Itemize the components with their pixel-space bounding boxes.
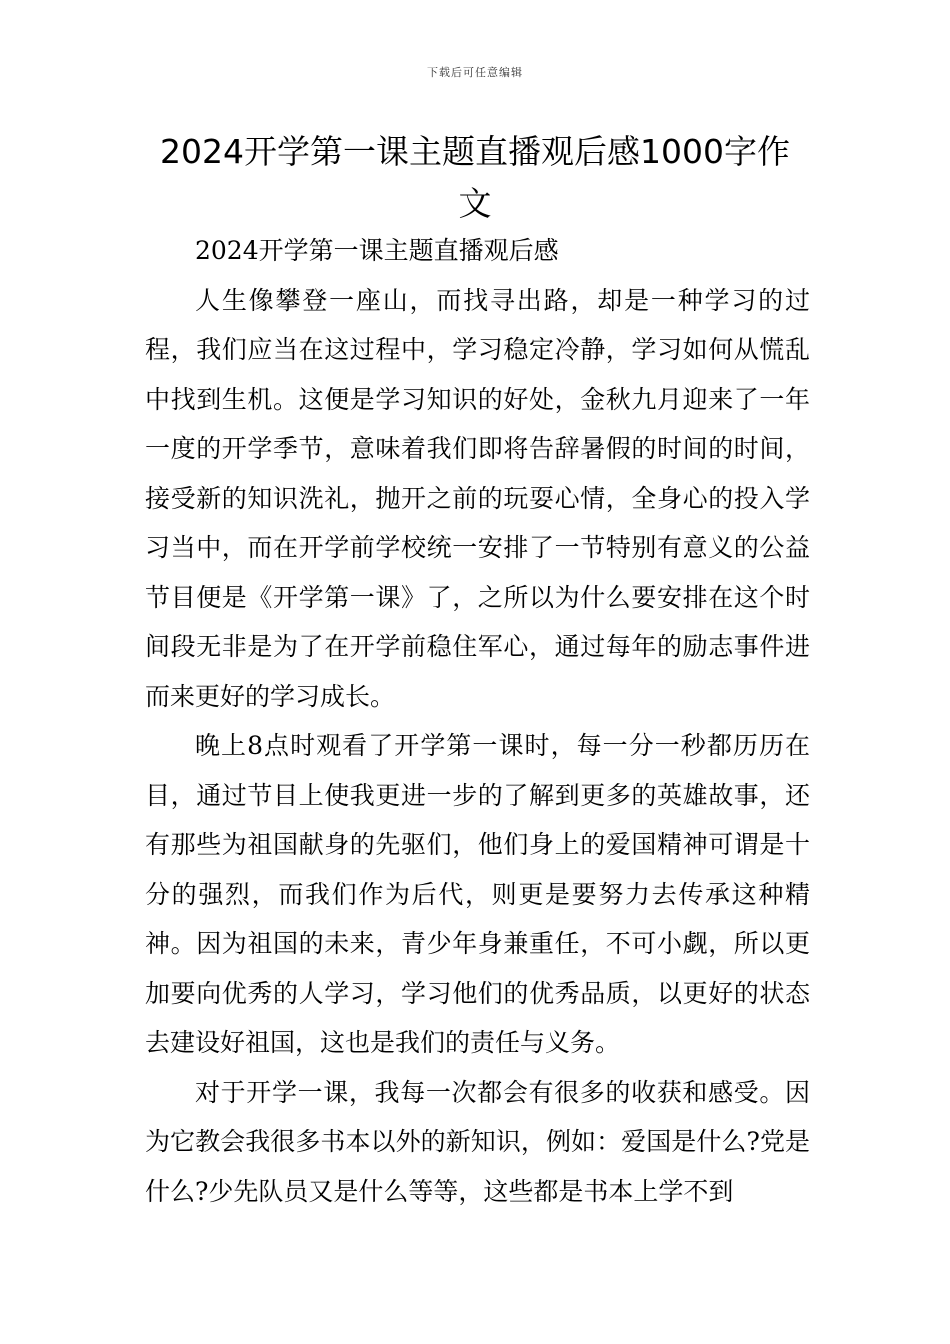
body-paragraph: 晚上8点时观看了开学第一课时，每一分一秒都历历在目，通过节目上使我更进一步的了解到更多的英雄故事，还有那些为祖国献身的先驱们，他们身上的爱国精神可谓是十分的强烈，而我们作为后代，则更是要努力去传承这种精神。因为祖国的未来，青少年身兼重任，不可小觑，所以更加要向优秀的人学习，学习他们的优秀品质，以更好的状态去建设好祖国，这也是我们的责任与义务。 bbox=[145, 731, 810, 1057]
header-note: 下载后可任意编辑 bbox=[427, 66, 523, 79]
document-title: 2024开学第一课主题直播观后感1000字作文 bbox=[160, 132, 790, 223]
subtitle-paragraph: 2024开学第一课主题直播观后感 bbox=[195, 236, 559, 265]
body-paragraph: 人生像攀登一座山，而找寻出路，却是一种学习的过程，我们应当在这过程中，学习稳定冷静，学习如何从慌乱中找到生机。这便是学习知识的好处，金秋九月迎来了一年一度的开学季节，意味着我们即将告辞暑假的时间的时间，接受新的知识洗礼，抛开之前的玩耍心情，全身心的投入学习当中，而在开学前学校统一安排了一节特别有意义的公益节目便是《开学第一课》了，之所以为什么要安排在这个时间段无非是为了在开学前稳住军心，通过每年的励志事件进而来更好的学习成长。 bbox=[145, 285, 810, 711]
body-paragraph: 对于开学一课，我每一次都会有很多的收获和感受。因为它教会我很多书本以外的新知识，例如：爱国是什么?党是什么?少先队员又是什么等等，这些都是书本上学不到 bbox=[145, 1077, 810, 1206]
document-body bbox=[145, 226, 810, 1216]
